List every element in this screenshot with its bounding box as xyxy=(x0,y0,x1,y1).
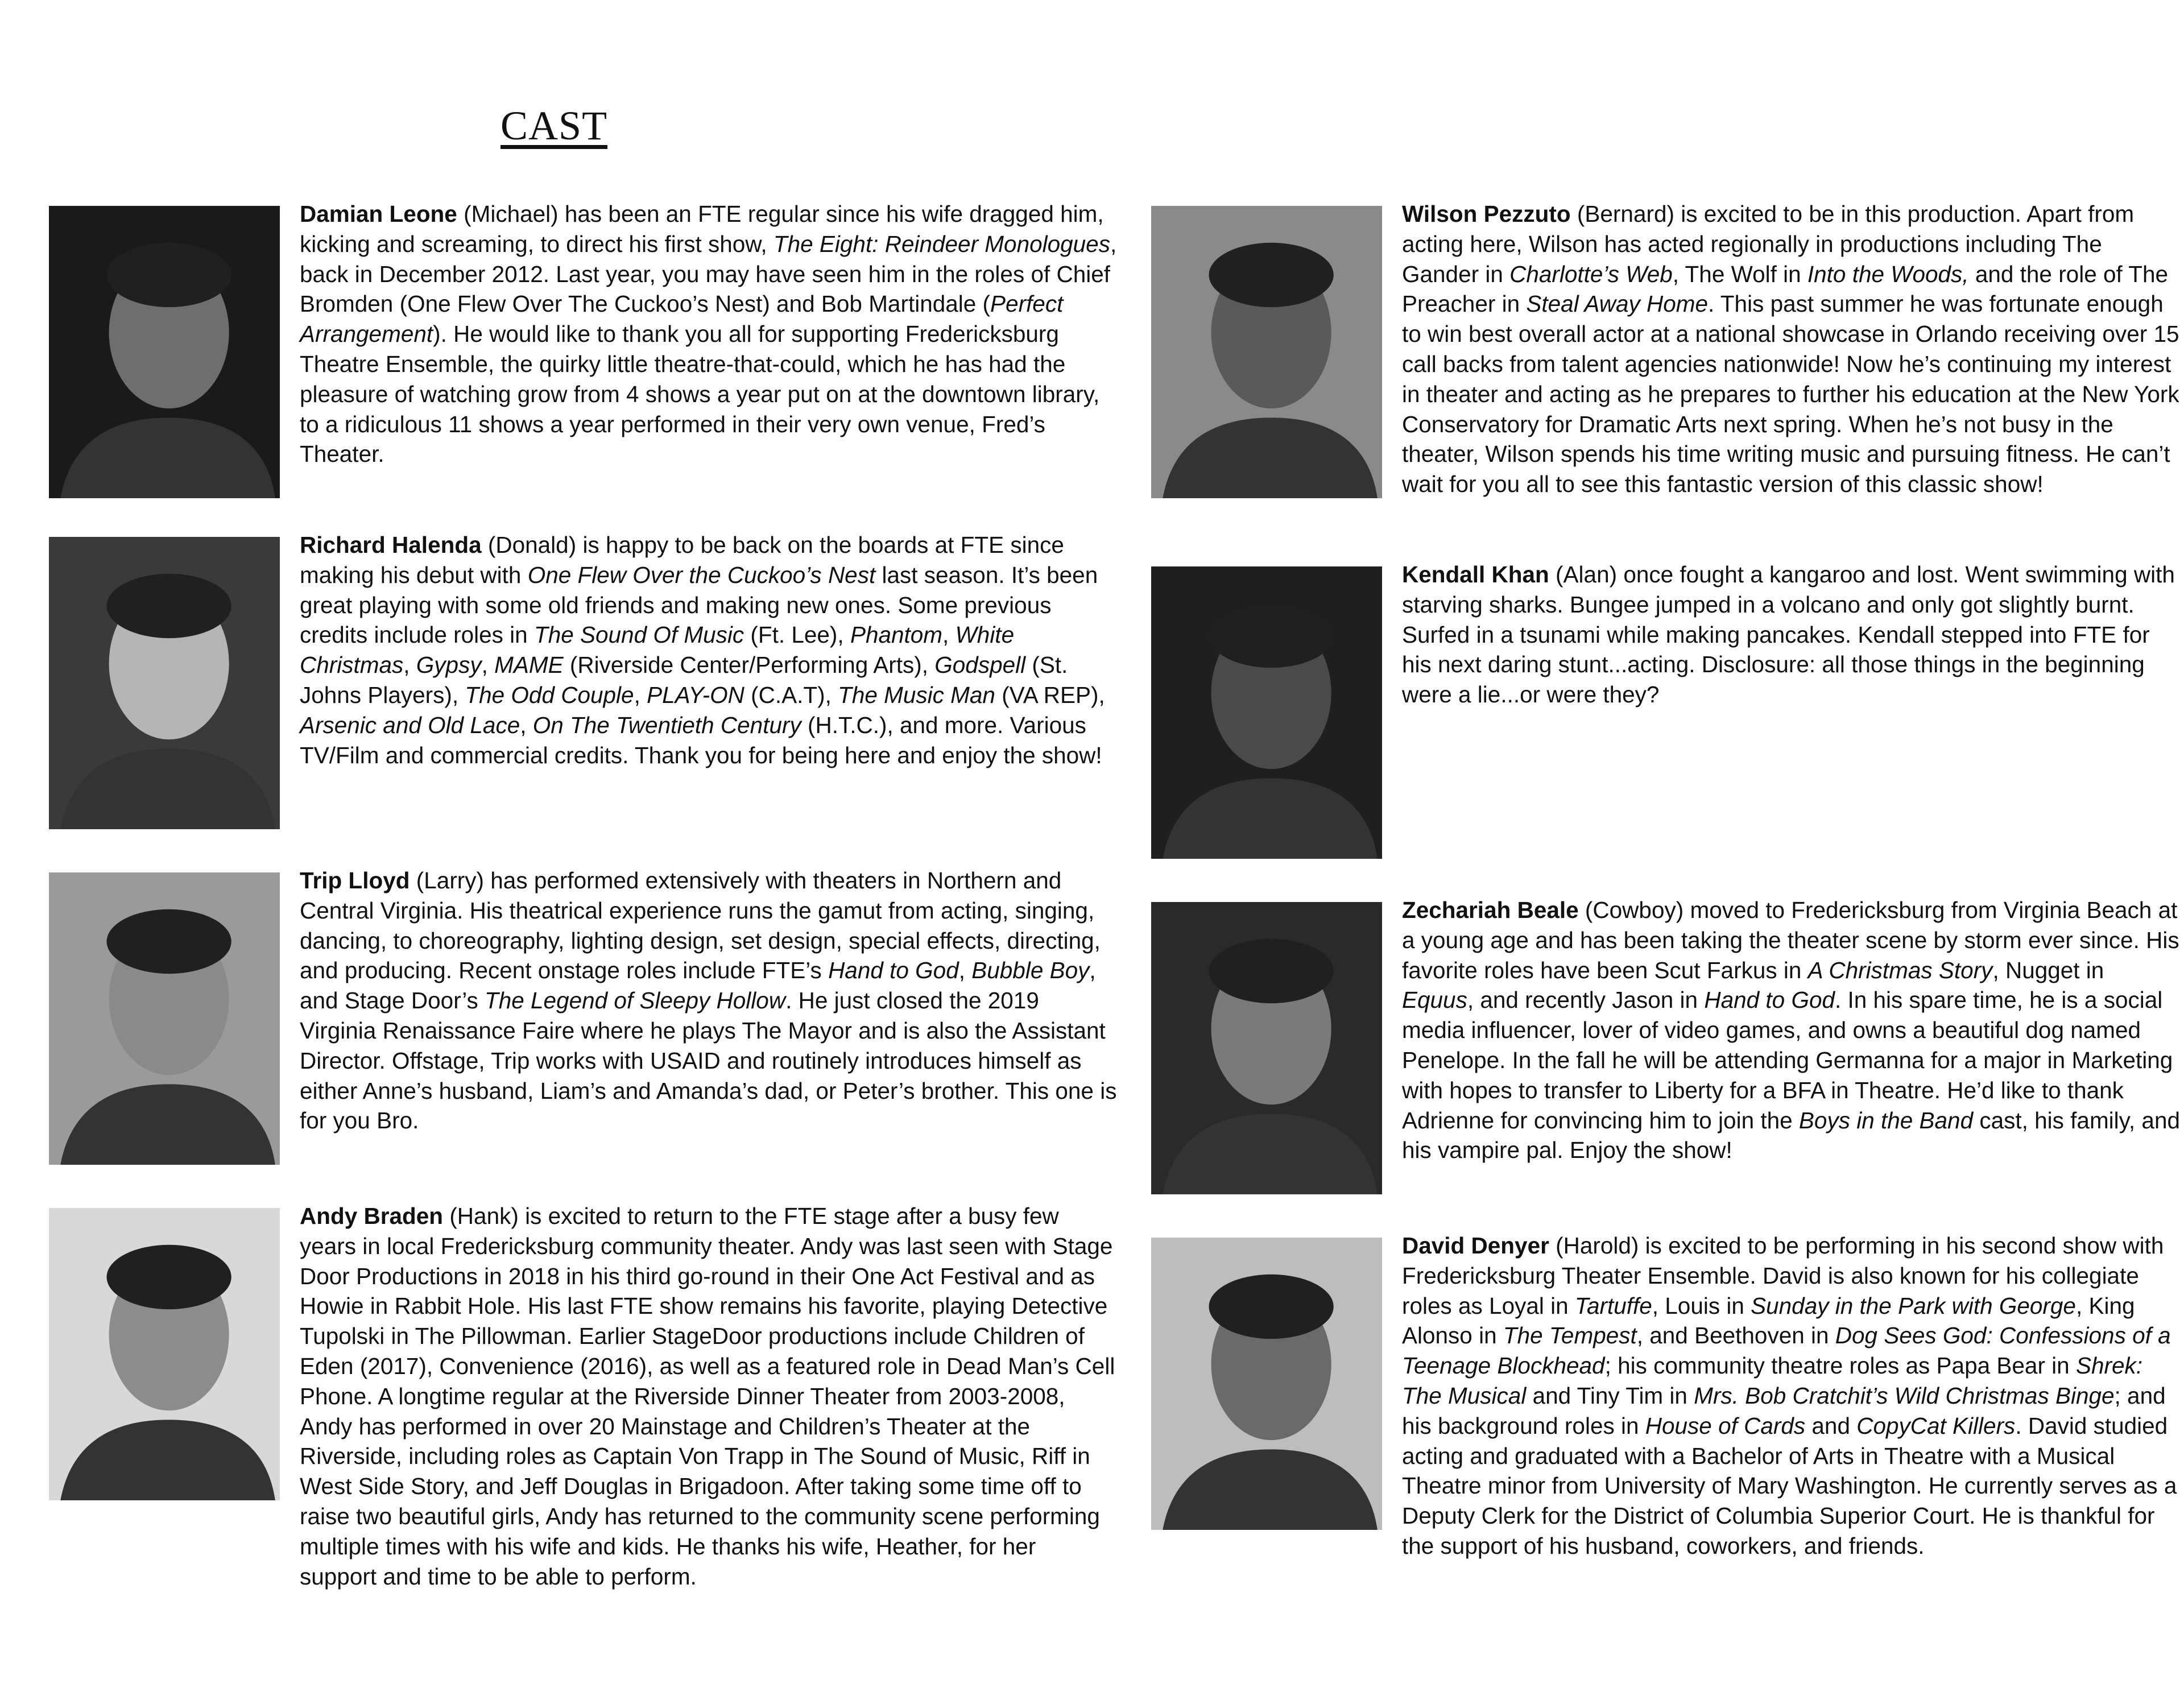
work-title: Phantom xyxy=(850,622,943,648)
work-title: The Music Man xyxy=(838,681,995,708)
cast-role: (Michael) xyxy=(464,201,559,227)
work-title: On The Twentieth Century xyxy=(532,711,801,738)
headshot-photo xyxy=(49,1208,280,1500)
work-title: Tartuffe xyxy=(1574,1292,1652,1319)
cast-role: (Larry) xyxy=(416,867,485,893)
work-title: Perfect Arrangement xyxy=(300,291,1064,347)
bio-text: (Ft. Lee), xyxy=(744,622,850,648)
work-title: The Tempest xyxy=(1503,1322,1637,1349)
work-title: The Eight: Reindeer Monologues xyxy=(773,230,1110,257)
work-title: The Legend of Sleepy Hollow xyxy=(484,987,786,1014)
portrait-silhouette-icon xyxy=(1151,902,1382,1194)
portrait-silhouette-icon xyxy=(1151,206,1382,498)
cast-name: Damian Leone xyxy=(300,201,457,227)
cast-name: Wilson Pezzuto xyxy=(1402,201,1571,227)
cast-name: Trip Lloyd xyxy=(300,867,410,893)
work-title: Hand to God xyxy=(828,957,959,984)
portrait-silhouette-icon xyxy=(1151,566,1382,859)
cast-name: Kendall Khan xyxy=(1402,561,1549,588)
bio-text: and Tiny Tim in xyxy=(1526,1382,1694,1409)
work-title: Charlotte’s Web xyxy=(1509,260,1673,287)
work-title: Boys in the Band xyxy=(1798,1107,1974,1133)
bio-text: once fought a kangaroo and lost. Went swimming with starving sharks. Bungee jumped in a volcano and only got slightly burnt. Surfed in a tsunami while making pancakes. Kendall stepped into FTE for his next daring stunt...acting. Disclosure: all those things in the beginning were a lie...or were they? xyxy=(1402,561,2175,708)
work-title: House of Cards xyxy=(1645,1412,1806,1439)
work-title: Bubble Boy xyxy=(971,957,1090,984)
work-title: The Sound Of Music xyxy=(533,622,744,648)
work-title: Shrek: The Musical xyxy=(1402,1352,2143,1409)
bio-text: , back in December 2012. Last year, you may have seen him in the roles of Chief Bromden (One Flew Over The Cuckoo’s Nest) and Bob Martindale ( xyxy=(300,230,1117,317)
bio-text: (St. Johns Players), xyxy=(300,652,1068,708)
bio-text: , The Wolf in xyxy=(1672,260,1807,287)
cast-bio xyxy=(300,199,1119,469)
bio-text: (VA REP), xyxy=(995,681,1105,708)
work-title: Hand to God xyxy=(1704,987,1835,1013)
work-title: White Christmas xyxy=(300,622,1015,678)
headshot-photo xyxy=(1151,566,1382,859)
cast-role: (Donald) xyxy=(487,532,577,558)
bio-text: , xyxy=(520,711,533,738)
cast-name: Zechariah Beale xyxy=(1402,897,1579,923)
work-title: PLAY-ON xyxy=(647,681,744,708)
portrait-silhouette-icon xyxy=(49,206,280,498)
work-title: Gypsy xyxy=(416,652,482,678)
headshot-photo xyxy=(49,537,280,829)
bio-text: . This past summer he was fortunate enough to win best overall actor at a national showcase in Orlando receiving over 15 call backs from talent agencies nationwide! Now he’s continuing my interest in theater and acting as he prepares to further his education at the New York Conservatory for Dramatic Arts next spring. When he’s not busy in the theater, Wilson spends his time writing music and pursuing fitness. He can’t wait for you all to see this fantastic version of this classic show! xyxy=(1402,291,2179,498)
cast-role: (Hank) xyxy=(449,1203,519,1229)
work-title: Into the Woods, xyxy=(1807,260,1969,287)
work-title: Godspell xyxy=(934,652,1026,678)
work-title: Steal Away Home xyxy=(1526,291,1709,317)
bio-text: , King Alonso in xyxy=(1402,1292,2135,1349)
bio-text: , xyxy=(403,652,416,678)
bio-text: is excited to return to the FTE stage after a busy few years in local Fredericksburg community theater. Andy was last seen with Stage Door Productions in 2018 in his third go-round in their One Act Festival and as Howie in Rabbit Hole. His last FTE show remains his favorite, playing Detective Tupolski in The Pillowman. Earlier StageDoor productions include Children of Eden (2017), Convenience (2016), as well as a featured role in Dead Man’s Cell Phone. A longtime regular at the Riverside Dinner Theater from 2003-2008, Andy has performed in over 20 Mainstage and Children’s Theater at the Riverside, including roles as Captain Von Trapp in The Sound of Music, Riff in West Side Story, and Jeff Douglas in Brigadoon. After taking some time off to raise two beautiful girls, Andy has returned to the community scene performing multiple times with his wife and kids. He thanks his wife, Heather, for her support and time to be able to perform. xyxy=(300,1203,1115,1590)
bio-text: , xyxy=(481,652,495,678)
portrait-silhouette-icon xyxy=(1151,1238,1382,1530)
cast-bio xyxy=(1402,199,2181,499)
bio-text: , xyxy=(958,957,972,984)
bio-text: ; and his background roles in xyxy=(1402,1382,2166,1439)
bio-text: is excited to be in this production. Apart from acting here, Wilson has acted regionally in productions including The Gander in xyxy=(1402,201,2135,287)
cast-role: (Cowboy) xyxy=(1585,897,1684,923)
cast-name: David Denyer xyxy=(1402,1232,1549,1259)
bio-text: , Louis in xyxy=(1652,1292,1751,1319)
cast-role: (Alan) xyxy=(1556,561,1618,588)
headshot-photo xyxy=(49,872,280,1165)
page-title: CAST xyxy=(500,103,608,148)
bio-text: is happy to be back on the boards at FTE since making his debut with xyxy=(300,532,1064,588)
cast-bio xyxy=(1402,895,2181,1165)
cast-bio xyxy=(300,1201,1119,1591)
headshot-photo xyxy=(1151,902,1382,1194)
headshot-photo xyxy=(1151,1238,1382,1530)
bio-text: and the role of The Preacher in xyxy=(1402,260,2169,317)
work-title: Mrs. Bob Cratchit’s Wild Christmas Binge xyxy=(1694,1382,2115,1409)
bio-text: . In his spare time, he is a social media influencer, lover of video games, and owns a beautiful dog named Penelope. In the fall he will be attending Germanna for a major in Marketing with hopes to transfer to Liberty for a BFA in Theatre. He’d like to thank Adrienne for convincing him to join the xyxy=(1402,987,2173,1133)
cast-name: Andy Braden xyxy=(300,1203,444,1229)
work-title: The Odd Couple xyxy=(465,681,634,708)
work-title: One Flew Over the Cuckoo’s Nest xyxy=(527,561,876,588)
bio-text: , xyxy=(942,622,956,648)
cast-bio xyxy=(300,866,1119,1136)
cast-bio xyxy=(1402,1231,2181,1561)
bio-text: ). He would like to thank you all for supporting Fredericksburg Theatre Ensemble, the quirky little theatre-that-could, which he has had the pleasure of watching grow from 4 shows a year put on at the downtown library, to a ridiculous 11 shows a year performed in their very own venue, Fred’s Theater. xyxy=(300,321,1100,467)
work-title: CopyCat Killers xyxy=(1856,1412,2016,1439)
bio-text: , Nugget in xyxy=(1992,957,2104,983)
bio-text: and xyxy=(1805,1412,1857,1439)
bio-text: ; his community theatre roles as Papa Bear in xyxy=(1604,1352,2076,1379)
bio-text: has performed extensively with theaters in Northern and Central Virginia. His theatrical experience runs the gamut from acting, singing, dancing, to choreography, lighting design, set design, special effects, directing, and producing. Recent onstage roles include FTE’s xyxy=(300,867,1101,984)
cast-role: (Harold) xyxy=(1556,1232,1639,1259)
work-title: Arsenic and Old Lace xyxy=(300,711,520,738)
bio-text: (C.A.T), xyxy=(744,681,838,708)
bio-text: has been an FTE regular since his wife dragged him, kicking and screaming, to direct his first show, xyxy=(300,201,1104,257)
bio-text: . He just closed the 2019 Virginia Renaissance Faire where he plays The Mayor and is also the Assistant Director. Offstage, Trip works with USAID and routinely introduces himself as either Anne’s husband, Liam’s and Amanda’s dad, or Peter’s brother. This one is for you Bro. xyxy=(300,987,1117,1134)
bio-text: , and Beethoven in xyxy=(1636,1322,1835,1349)
cast-bio xyxy=(300,530,1119,770)
work-title: Sunday in the Park with George xyxy=(1751,1292,2076,1319)
headshot-photo xyxy=(1151,206,1382,498)
work-title: Dog Sees God: Confessions of a Teenage Blockhead xyxy=(1402,1322,2171,1379)
bio-text: (Riverside Center/Performing Arts), xyxy=(563,652,935,678)
portrait-silhouette-icon xyxy=(49,872,280,1165)
bio-text: , and recently Jason in xyxy=(1467,987,1705,1013)
bio-text: . David studied acting and graduated with a Bachelor of Arts in Theatre with a Musical Theatre minor from University of Mary Washington. He currently serves as a Deputy Clerk for the District of Columbia Superior Court. He is thankful for the support of his husband, coworkers, and friends. xyxy=(1402,1412,2177,1559)
bio-text: last season. It’s been great playing with some old friends and making new ones. Some previous credits include roles in xyxy=(300,561,1098,648)
cast-name: Richard Halenda xyxy=(300,532,482,558)
work-title: MAME xyxy=(494,652,564,678)
bio-text: (H.T.C.), and more. Various TV/Film and commercial credits. Thank you for being here and enjoy the show! xyxy=(300,711,1102,768)
bio-text: , xyxy=(634,681,647,708)
bio-text: cast, his family, and his vampire pal. Enjoy the show! xyxy=(1402,1107,2180,1164)
cast-bio xyxy=(1402,560,2181,710)
bio-text: moved to Fredericksburg from Virginia Beach at a young age and has been taking the theater scene by storm ever since. His favorite roles have been Scut Farkus in xyxy=(1402,897,2179,983)
portrait-silhouette-icon xyxy=(49,1208,280,1500)
bio-text: is excited to be performing in his second show with Fredericksburg Theater Ensemble. David is also known for his collegiate roles as Loyal in xyxy=(1402,1232,2164,1319)
headshot-photo xyxy=(49,206,280,498)
bio-text: , and Stage Door’s xyxy=(300,957,1096,1014)
work-title: A Christmas Story xyxy=(1807,957,1993,983)
portrait-silhouette-icon xyxy=(49,537,280,829)
work-title: Equus xyxy=(1402,987,1467,1013)
cast-role: (Bernard) xyxy=(1577,201,1674,227)
